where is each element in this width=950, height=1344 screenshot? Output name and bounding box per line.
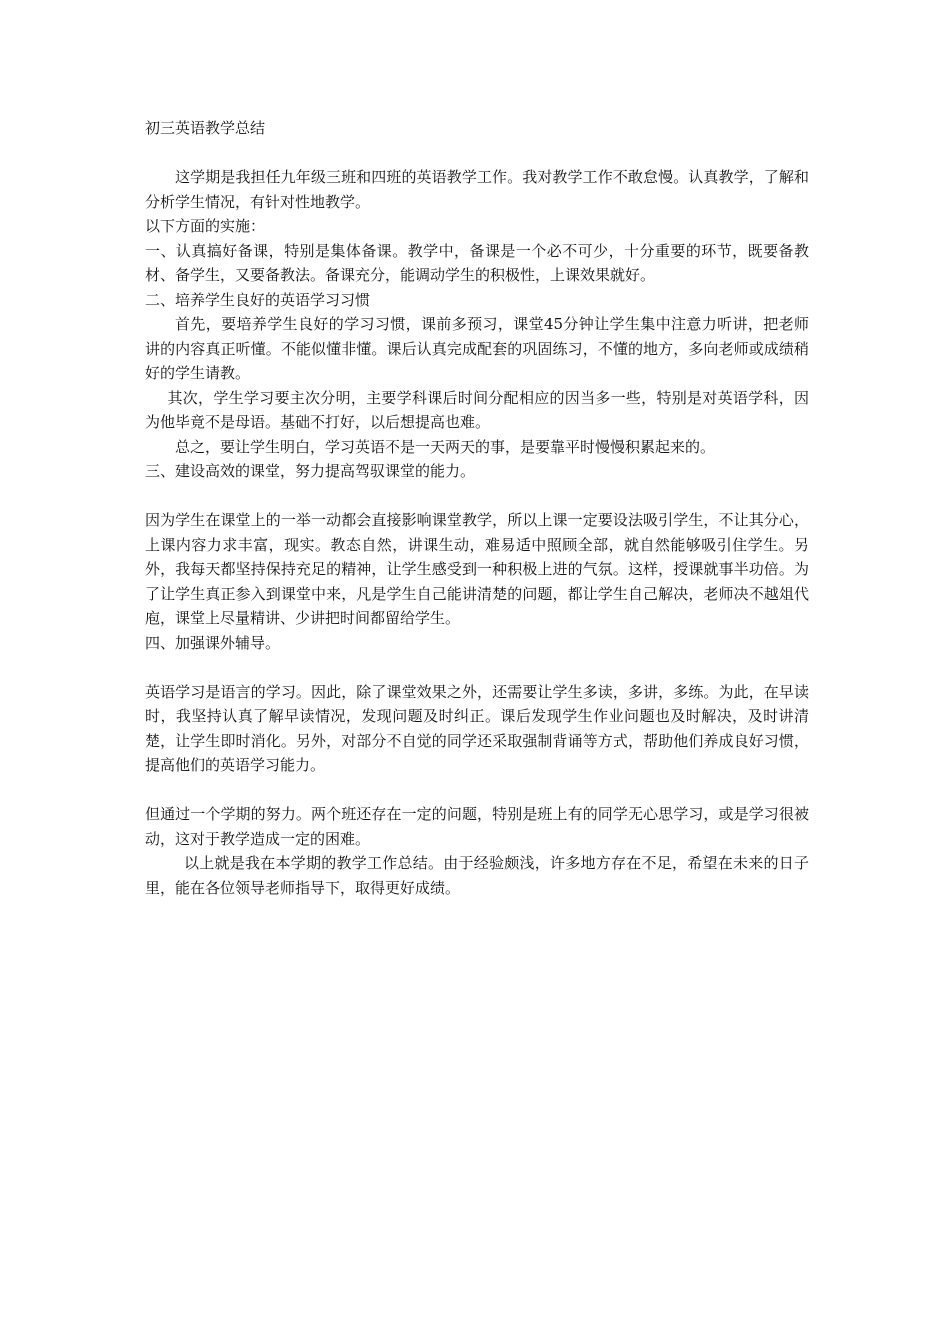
blank-line	[145, 655, 809, 680]
problems-paragraph: 但通过一个学期的努力。两个班还存在一定的问题，特别是班上有的同学无心思学习，或是学习很被动，这对于教学造成一定的困难。	[145, 805, 809, 848]
blank-line	[145, 778, 809, 803]
blank-line	[145, 484, 809, 509]
section-2-paragraph-2: 其次，学生学习要主次分明，主要学科课后时间分配相应的因当多一些，特别是对英语学科，因为他毕竟不是母语。基础不打好，以后想提高也难。	[145, 388, 809, 431]
section-2-paragraph-1: 首先，要培养学生良好的学习习惯，课前多预习，课堂45分钟让学生集中注意力听讲，把老师讲的内容真正听懂。不能似懂非懂。课后认真完成配套的巩固练习，不懂的地方，多向老师或成绩稍好的学生请教。	[145, 315, 809, 382]
closing-paragraph: 以上就是我在本学期的教学工作总结。由于经验颇浅，许多地方存在不足，希望在未来的日子里，能在各位领导老师指导下，取得更好成绩。	[145, 854, 809, 897]
section-4-heading: 四、加强课外辅导。	[145, 633, 281, 652]
document-title: 初三英语教学总结	[145, 119, 266, 137]
section-2-paragraph-3: 总之，要让学生明白，学习英语不是一天两天的事，是要靠平时慢慢积累起来的。	[175, 437, 716, 456]
section-2-heading: 二、培养学生良好的英语学习习惯	[145, 290, 371, 309]
section-3-heading: 三、建设高效的课堂，努力提高驾驭课堂的能力。	[145, 462, 476, 480]
section-1-paragraph: 一、认真搞好备课，特别是集体备课。教学中，备课是一个必不可少，十分重要的环节，既要备教材、备学生，又要备教法。备课充分，能调动学生的积极性，上课效果就好。	[145, 241, 809, 284]
document-page	[145, 116, 809, 900]
intro-paragraph: 这学期是我担任九年级三班和四班的英语教学工作。我对教学工作不敢怠慢。认真教学，了解和分析学生情况，有针对性地教学。	[145, 168, 809, 211]
section-4-paragraph: 英语学习是语言的学习。因此，除了课堂效果之外，还需要让学生多读，多讲，多练。为此，在早读时，我坚持认真了解早读情况，发现问题及时纠正。课后发现学生作业问题也及时解决，及时讲清楚，让学生即时消化。另外，对部分不自觉的同学还采取强制背诵等方式，帮助他们养成良好习惯，提高他们的英语学习能力。	[145, 682, 809, 774]
lead-line: 以下方面的实施：	[145, 217, 266, 235]
section-3-paragraph: 因为学生在课堂上的一举一动都会直接影响课堂教学，所以上课一定要设法吸引学生，不让其分心，上课内容力求丰富，现实。教态自然，讲课生动，难易适中照顾全部，就自然能够吸引住学生。另外，我每天都坚持保持充足的精神，让学生感受到一种积极上进的气氛。这样，授课就事半功倍。为了让学生真正参入到课堂中来，凡是学生自己能讲清楚的问题，都让学生自己解决，老师决不越俎代庖，课堂上尽量精讲、少讲把时间都留给学生。	[145, 511, 809, 627]
